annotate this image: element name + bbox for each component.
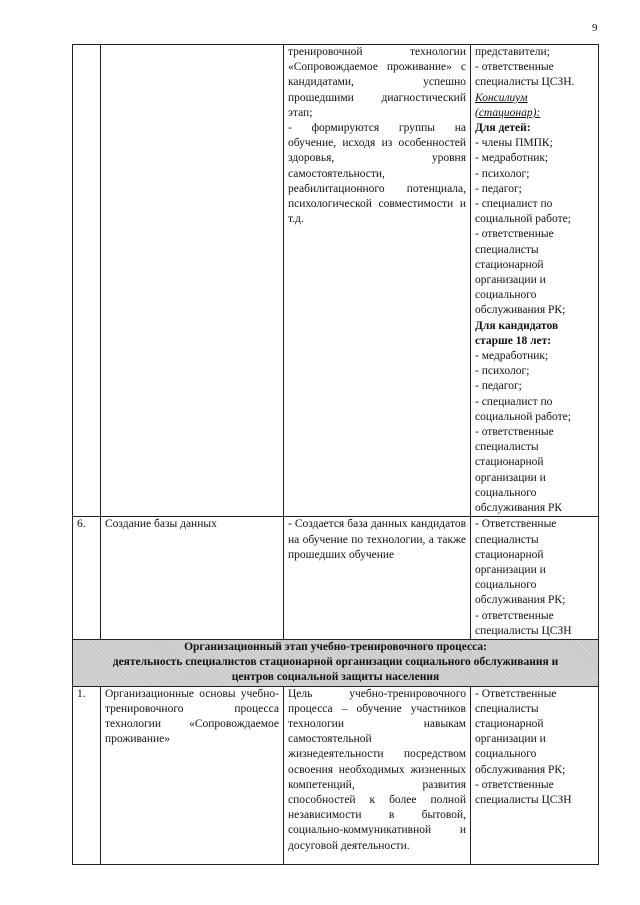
responsible-line: представители; (475, 46, 550, 58)
section-header-row (73, 639, 599, 686)
section-header-line: деятельность специалистов стационарной организации социального обслуживания и (112, 656, 559, 669)
section-header-line: центров социальной защиты населения (231, 671, 440, 684)
section-header (73, 639, 599, 686)
list-item: - медработник; (475, 350, 549, 363)
list-item: - члены ПМПК; (475, 137, 553, 150)
cell-responsible (471, 686, 599, 864)
list-item: - педагог; (475, 380, 522, 393)
responsible-line: - Ответственные специалисты стационарной организации и социального обслуживания РК; (475, 518, 566, 607)
responsible-line: - ответственные специалисты ЦСЗН. (475, 61, 575, 89)
cell-stage: Организационные основы учебно-тренировочного процесса технологии «Сопровождаемое проживание» (101, 686, 284, 864)
table-row (73, 45, 599, 517)
children-label: Для детей: (475, 122, 531, 135)
responsible-line: - ответственные специалисты ЦСЗН (475, 609, 572, 637)
consilium-label: Консилиум (стационар): (475, 91, 541, 119)
cell-stage: Создание базы данных (101, 517, 284, 640)
list-item: - специалист по социальной работе; (475, 395, 571, 423)
cell-activity: тренировочной технологии «Сопровождаемое проживание» с кандидатами, успешно прошедшими диагностический этап; - формируются группы на обучение, исходя из особенностей здоровья, уровня самостоятельности, реабилитационного потенциала, психологической совместимости и т.д. (284, 45, 471, 517)
page-number: 9 (592, 22, 598, 34)
responsible-line: - ответственные специалисты ЦСЗН (475, 778, 572, 806)
cell-responsible (471, 517, 599, 640)
list-item: - медработник; (475, 152, 549, 165)
list-item: - специалист по социальной работе; (475, 198, 571, 226)
table-row (73, 686, 599, 864)
list-item: - психолог; (475, 365, 530, 378)
section-header-line: Организационный этап учебно-тренировочного процесса: (184, 640, 487, 653)
row-number: 6. (73, 517, 101, 640)
row-number: 1. (73, 686, 101, 864)
cell-activity: - Создается база данных кандидатов на обучение по технологии, а также прошедших обучение (284, 517, 471, 640)
cell-stage (101, 45, 284, 517)
list-item: - ответственные специалисты стационарной организации и социального обслуживания РК (475, 426, 563, 515)
responsible-line: - Ответственные специалисты стационарной организации и социального обслуживания РК; (475, 687, 566, 776)
adults-label: Для кандидатов старше 18 лет: (475, 319, 559, 347)
cell-activity: Цель учебно-тренировочного процесса – обучение участников технологии навыкам самостоятельной жизнедеятельности посредством освоения необходимых жизненных компетенций, развития способностей к более полной независимости в бытовой, социально-коммуникативной и досуговой деятельности. (284, 686, 471, 864)
list-item: - ответственные специалисты стационарной организации и социального обслуживания РК; (475, 228, 566, 317)
cell-number (73, 45, 101, 517)
table-row (73, 517, 599, 640)
list-item: - педагог; (475, 182, 522, 195)
list-item: - психолог; (475, 167, 530, 180)
cell-responsible (471, 45, 599, 517)
plan-table (72, 44, 599, 865)
